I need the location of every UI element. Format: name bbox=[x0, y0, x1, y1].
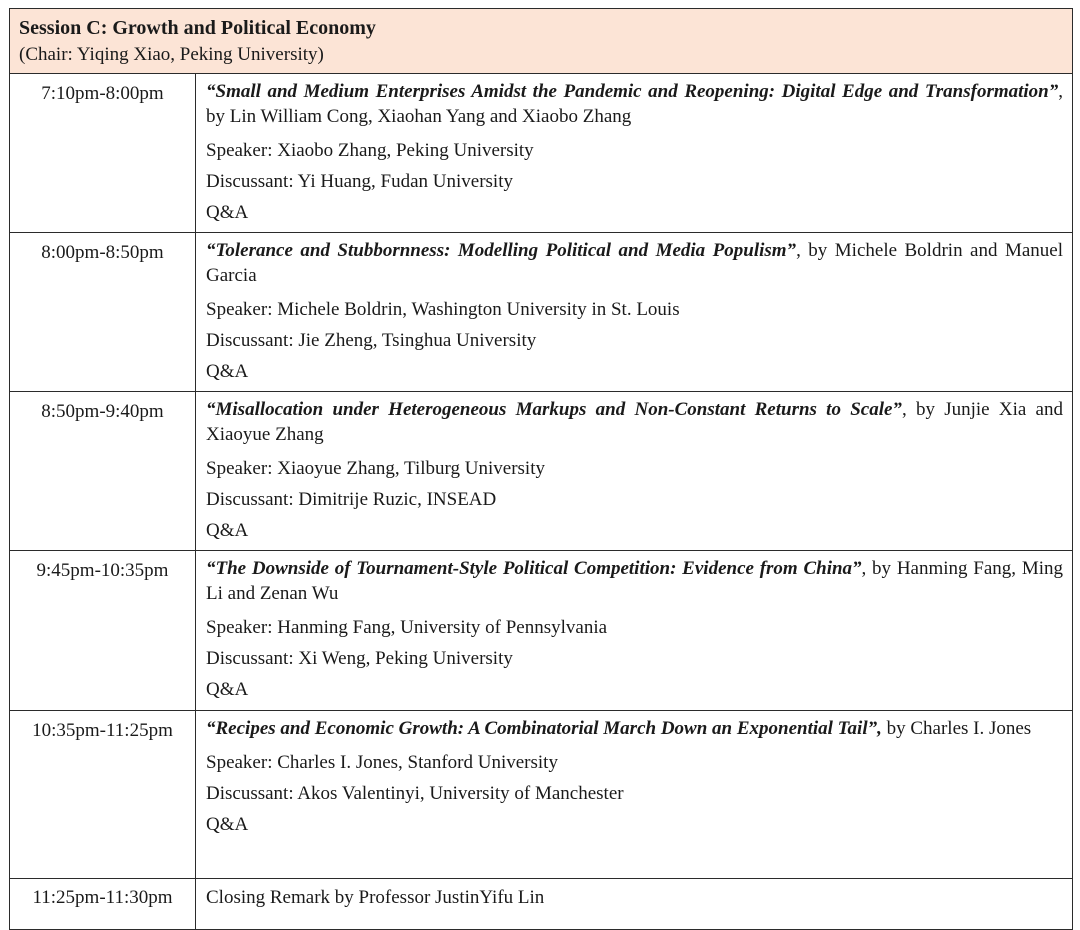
talk-row bbox=[10, 392, 1073, 551]
discussant-line: Discussant: Xi Weng, Peking University bbox=[206, 648, 513, 669]
qa-line: Q&A bbox=[206, 679, 249, 700]
talk-details bbox=[196, 392, 1073, 551]
talk-details bbox=[196, 74, 1073, 233]
paper-title: “Tolerance and Stubbornness: Modelling Political and Media Populism” bbox=[206, 240, 797, 261]
closing-time: 11:25pm-11:30pm bbox=[10, 879, 196, 930]
paper-citation bbox=[206, 79, 1063, 129]
talk-time: 7:10pm-8:00pm bbox=[10, 74, 196, 233]
speaker-line: Speaker: Xiaobo Zhang, Peking University bbox=[206, 140, 534, 161]
talk-row bbox=[10, 74, 1073, 233]
paper-citation bbox=[206, 716, 1063, 741]
closing-row bbox=[10, 879, 1073, 930]
speaker-line: Speaker: Xiaoyue Zhang, Tilburg University bbox=[206, 458, 545, 479]
talk-details bbox=[196, 551, 1073, 711]
talk-row bbox=[10, 233, 1073, 392]
paper-title: “The Downside of Tournament-Style Political Competition: Evidence from China” bbox=[206, 558, 862, 579]
talk-time: 8:00pm-8:50pm bbox=[10, 233, 196, 392]
paper-authors: , by Hanming Fang, Ming Li and Zenan Wu bbox=[206, 558, 1063, 604]
paper-title: “Recipes and Economic Growth: A Combinatorial March Down an Exponential Tail”, bbox=[206, 718, 882, 739]
talk-details bbox=[196, 233, 1073, 392]
speaker-line: Speaker: Charles I. Jones, Stanford University bbox=[206, 752, 558, 773]
talk-time: 9:45pm-10:35pm bbox=[10, 551, 196, 711]
talk-time: 10:35pm-11:25pm bbox=[10, 711, 196, 879]
paper-authors: by Charles I. Jones bbox=[881, 718, 1032, 739]
discussant-line: Discussant: Jie Zheng, Tsinghua University bbox=[206, 330, 537, 351]
talk-row bbox=[10, 551, 1073, 711]
paper-authors: , by Junjie Xia and Xiaoyue Zhang bbox=[206, 399, 1063, 445]
qa-line: Q&A bbox=[206, 361, 249, 382]
session-title: Session C: Growth and Political Economy bbox=[19, 17, 376, 39]
schedule-table bbox=[9, 8, 1073, 930]
qa-line: Q&A bbox=[206, 814, 249, 835]
paper-citation bbox=[206, 238, 1063, 288]
discussant-line: Discussant: Yi Huang, Fudan University bbox=[206, 171, 513, 192]
paper-authors: , by Lin William Cong, Xiaohan Yang and Xiaobo Zhang bbox=[206, 81, 1063, 127]
discussant-line: Discussant: Dimitrije Ruzic, INSEAD bbox=[206, 489, 497, 510]
talk-time: 8:50pm-9:40pm bbox=[10, 392, 196, 551]
talk-row bbox=[10, 711, 1073, 879]
paper-authors: , by Michele Boldrin and Manuel Garcia bbox=[206, 240, 1063, 286]
paper-citation bbox=[206, 556, 1063, 606]
schedule-document bbox=[9, 8, 1073, 930]
closing-text: Closing Remark by Professor JustinYifu Lin bbox=[196, 879, 1073, 930]
speaker-line: Speaker: Hanming Fang, University of Pennsylvania bbox=[206, 617, 608, 638]
discussant-line: Discussant: Akos Valentinyi, University of Manchester bbox=[206, 783, 624, 804]
speaker-line: Speaker: Michele Boldrin, Washington University in St. Louis bbox=[206, 299, 680, 320]
session-header-row bbox=[10, 9, 1073, 74]
paper-citation bbox=[206, 397, 1063, 447]
session-chair: (Chair: Yiqing Xiao, Peking University) bbox=[19, 44, 324, 65]
paper-title: “Small and Medium Enterprises Amidst the Pandemic and Reopening: Digital Edge and Transformation” bbox=[206, 81, 1059, 102]
session-header bbox=[10, 9, 1073, 74]
talk-details bbox=[196, 711, 1073, 879]
paper-title: “Misallocation under Heterogeneous Markups and Non-Constant Returns to Scale” bbox=[206, 399, 902, 420]
qa-line: Q&A bbox=[206, 202, 249, 223]
qa-line: Q&A bbox=[206, 520, 249, 541]
